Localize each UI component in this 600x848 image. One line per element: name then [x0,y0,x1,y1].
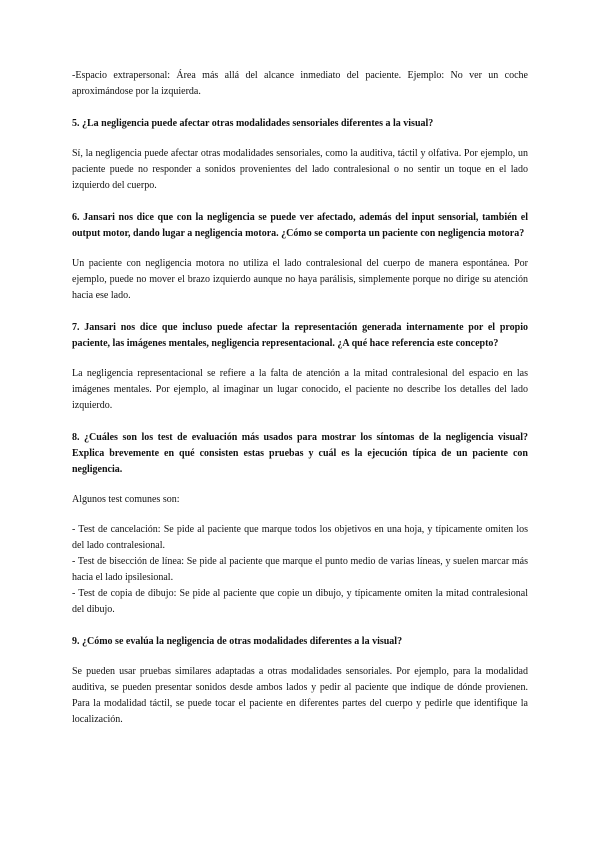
question-9: 9. ¿Cómo se evalúa la negligencia de otras modalidades diferentes a la visual? [72,636,403,647]
tests-intro: Algunos test comunes son: [72,494,180,505]
question-8: 8. ¿Cuáles son los test de evaluación más usados para mostrar los síntomas de la negligencia visual? Explica brevemente en qué consisten estas pruebas y cuál es la ejecución típica de un paciente con negligencia. [72,432,528,475]
question-5: 5. ¿La negligencia puede afectar otras modalidades sensoriales diferentes a la visual? [72,118,434,129]
test-biseccion: - Test de bisección de línea: Se pide al paciente que marque el punto medio de varias líneas, y suelen marcar más hacia el lado ipsilesional. [72,556,528,583]
tests-list [72,522,528,618]
test-cancelacion: - Test de cancelación: Se pide al paciente que marque todos los objetivos en una hoja, y típicamente omiten los del lado contralesional. [72,524,528,551]
paragraph-extrapersonal: -Espacio extrapersonal: Área más allá del alcance inmediato del paciente. Ejemplo: No ver un coche aproximándose por la izquierda. [72,70,528,97]
answer-6: Un paciente con negligencia motora no utiliza el lado contralesional del cuerpo de manera espontánea. Por ejemplo, puede no mover el brazo izquierdo aunque no haya parálisis, simplemente porque no dirige su atención hacia ese lado. [72,258,528,301]
answer-9: Se pueden usar pruebas similares adaptadas a otras modalidades sensoriales. Por ejemplo, para la modalidad auditiva, se pueden presentar sonidos desde ambos lados y pedir al paciente que indique de dónde provienen. Para la modalidad táctil, se puede tocar el paciente en diferentes partes del cuerpo y pedirle que identifique la localización. [72,666,528,725]
question-7: 7. Jansari nos dice que incluso puede afectar la representación generada internamente por el propio paciente, las imágenes mentales, negligencia representacional. ¿A qué hace referencia este concepto? [72,322,528,349]
test-copia-dibujo: - Test de copia de dibujo: Se pide al paciente que copie un dibujo, y típicamente omiten la mitad contralesional del dibujo. [72,588,528,615]
answer-7: La negligencia representacional se refiere a la falta de atención a la mitad contralesional del espacio en las imágenes mentales. Por ejemplo, al imaginar un lugar conocido, el paciente no describe los detalles del lado izquierdo. [72,368,528,411]
question-6: 6. Jansari nos dice que con la negligencia se puede ver afectado, además del input sensorial, también el output motor, dando lugar a negligencia motora. ¿Cómo se comporta un paciente con negligencia motora? [72,212,528,239]
answer-5: Sí, la negligencia puede afectar otras modalidades sensoriales, como la auditiva, táctil y olfativa. Por ejemplo, un paciente puede no responder a sonidos provenientes del lado contralesional o no sentir un toque en el lado izquierdo del cuerpo. [72,148,528,191]
